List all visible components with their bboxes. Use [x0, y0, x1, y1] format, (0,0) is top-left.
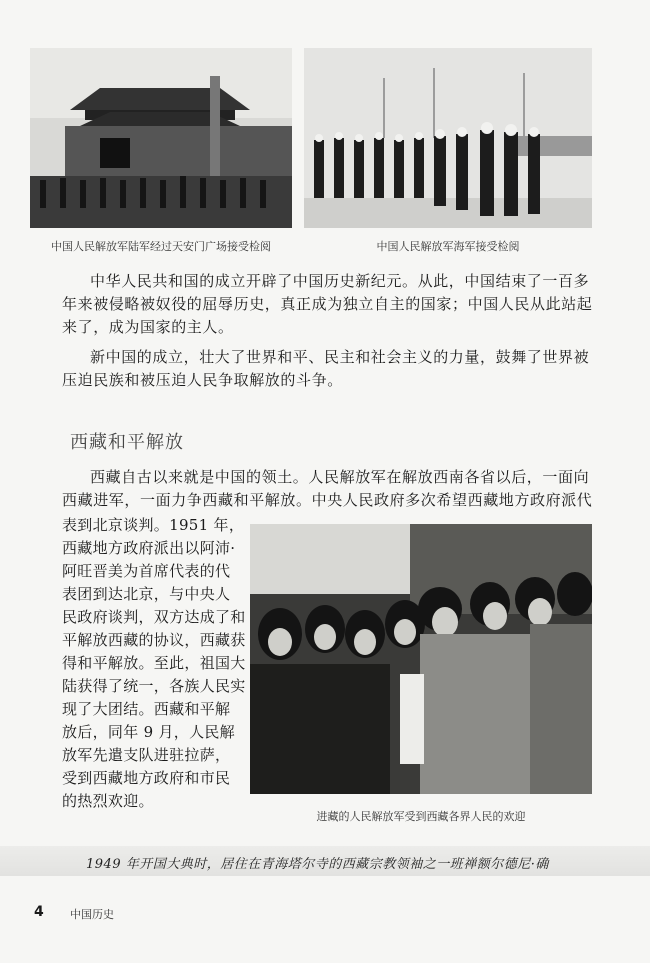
text-line: 民政府谈判，双方达成了和	[62, 608, 246, 626]
text-line: 表到北京谈判。1951 年，	[62, 516, 245, 534]
wrapped-text-column	[62, 514, 246, 813]
text-line: 西藏自古以来就是中国的领土。人民解放军在解放西南各省以后，一面向	[90, 468, 590, 486]
text-line: 新中国的成立，壮大了世界和平、民主和社会主义的力量，鼓舞了世界被	[90, 348, 590, 366]
text-line: 的热烈欢迎。	[62, 792, 154, 810]
text-line: 得和平解放。至此，祖国大	[62, 654, 246, 672]
text-line: 放军先遣支队进驻拉萨，	[62, 746, 231, 764]
page-number: 4	[34, 904, 44, 920]
text-line: 阿旺晋美为首席代表的代	[62, 562, 231, 580]
navy-parade-photo	[304, 48, 592, 228]
text-line: 年来被侵略被奴役的屈辱历史，真正成为独立自主的国家；中国人民从此站起	[62, 295, 593, 313]
body-paragraph	[62, 466, 592, 512]
body-paragraph	[62, 346, 589, 392]
text-line: 陆获得了统一，各族人民实	[62, 677, 246, 695]
section-heading: 西藏和平解放	[70, 432, 184, 453]
tibet-welcome-photo	[250, 524, 592, 794]
text-line: 放后，同年 9 月，人民解	[62, 723, 235, 741]
text-line: 压迫民族和被压迫人民争取解放的斗争。	[62, 371, 343, 389]
tiananmen-parade-photo	[30, 48, 292, 228]
body-paragraph	[62, 270, 592, 339]
text-line: 受到西藏地方政府和市民	[62, 769, 231, 787]
text-line: 现了大团结。西藏和平解	[62, 700, 231, 718]
text-line: 西藏进军，一面力争西藏和平解放。中央人民政府多次希望西藏地方政府派代	[62, 491, 593, 509]
footnote-text: 1949 年开国大典时，居住在青海塔尔寺的西藏宗教领袖之一班禅额尔德尼·确	[86, 857, 549, 872]
photo-caption: 中国人民解放军海军接受检阅	[376, 240, 520, 253]
photo-caption: 进藏的人民解放军受到西藏各界人民的欢迎	[316, 810, 526, 823]
text-line: 中华人民共和国的成立开辟了中国历史新纪元。从此，中国结束了一百多	[90, 272, 590, 290]
photo-caption: 中国人民解放军陆军经过天安门广场接受检阅	[51, 240, 271, 253]
text-line: 表团到达北京，与中央人	[62, 585, 231, 603]
text-line: 平解放西藏的协议，西藏获	[62, 631, 246, 649]
book-title: 中国历史	[70, 908, 114, 921]
text-line: 来了，成为国家的主人。	[62, 318, 234, 336]
text-line: 西藏地方政府派出以阿沛·	[62, 539, 236, 557]
